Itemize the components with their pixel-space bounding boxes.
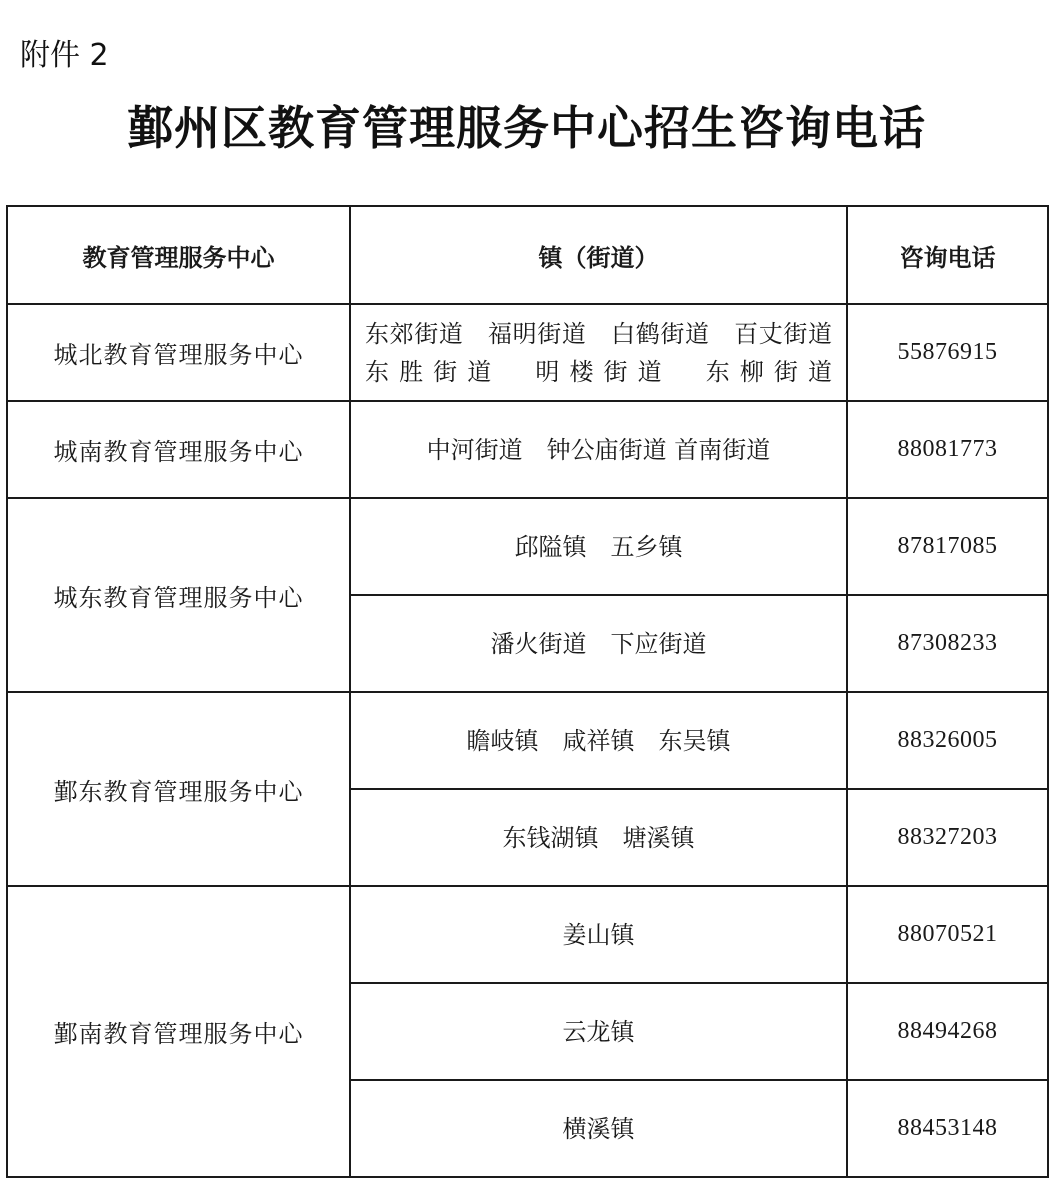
center-name: 城北教育管理服务中心: [7, 304, 350, 401]
town-list: 邱隘镇 五乡镇: [350, 498, 847, 595]
header-center: 教育管理服务中心: [7, 206, 350, 304]
town-list: 瞻岐镇 咸祥镇 东吴镇: [350, 692, 847, 789]
town-list: 横溪镇: [350, 1080, 847, 1177]
town-list: 姜山镇: [350, 886, 847, 983]
center-name: 鄞南教育管理服务中心: [7, 886, 350, 1177]
table-header-row: [7, 206, 1048, 304]
table-row: [7, 498, 1048, 595]
town-list: 云龙镇: [350, 983, 847, 1080]
phone-number: 88070521: [847, 886, 1048, 983]
phone-number: 88326005: [847, 692, 1048, 789]
table-row: [7, 304, 1048, 401]
header-phone: 咨询电话: [847, 206, 1048, 304]
phone-number: 88081773: [847, 401, 1048, 498]
contact-table: [6, 205, 1049, 1178]
center-name: 鄞东教育管理服务中心: [7, 692, 350, 886]
town-list: 东钱湖镇 塘溪镇: [350, 789, 847, 886]
town-list: 东郊街道 福明街道 白鹤街道 百丈街道 东胜街道 明楼街道 东柳街道: [350, 304, 847, 401]
phone-number: 55876915: [847, 304, 1048, 401]
town-list: 中河街道 钟公庙街道 首南街道: [350, 401, 847, 498]
table-row: [7, 886, 1048, 983]
phone-number: 87308233: [847, 595, 1048, 692]
header-town: 镇（街道）: [350, 206, 847, 304]
phone-number: 88453148: [847, 1080, 1048, 1177]
town-list: 潘火街道 下应街道: [350, 595, 847, 692]
center-name: 城东教育管理服务中心: [7, 498, 350, 692]
phone-number: 88327203: [847, 789, 1048, 886]
table-row: [7, 401, 1048, 498]
attachment-label: 附件 2: [20, 38, 109, 73]
page-title: 鄞州区教育管理服务中心招生咨询电话: [127, 101, 926, 155]
center-name: 城南教育管理服务中心: [7, 401, 350, 498]
table-row: [7, 692, 1048, 789]
phone-number: 87817085: [847, 498, 1048, 595]
phone-number: 88494268: [847, 983, 1048, 1080]
